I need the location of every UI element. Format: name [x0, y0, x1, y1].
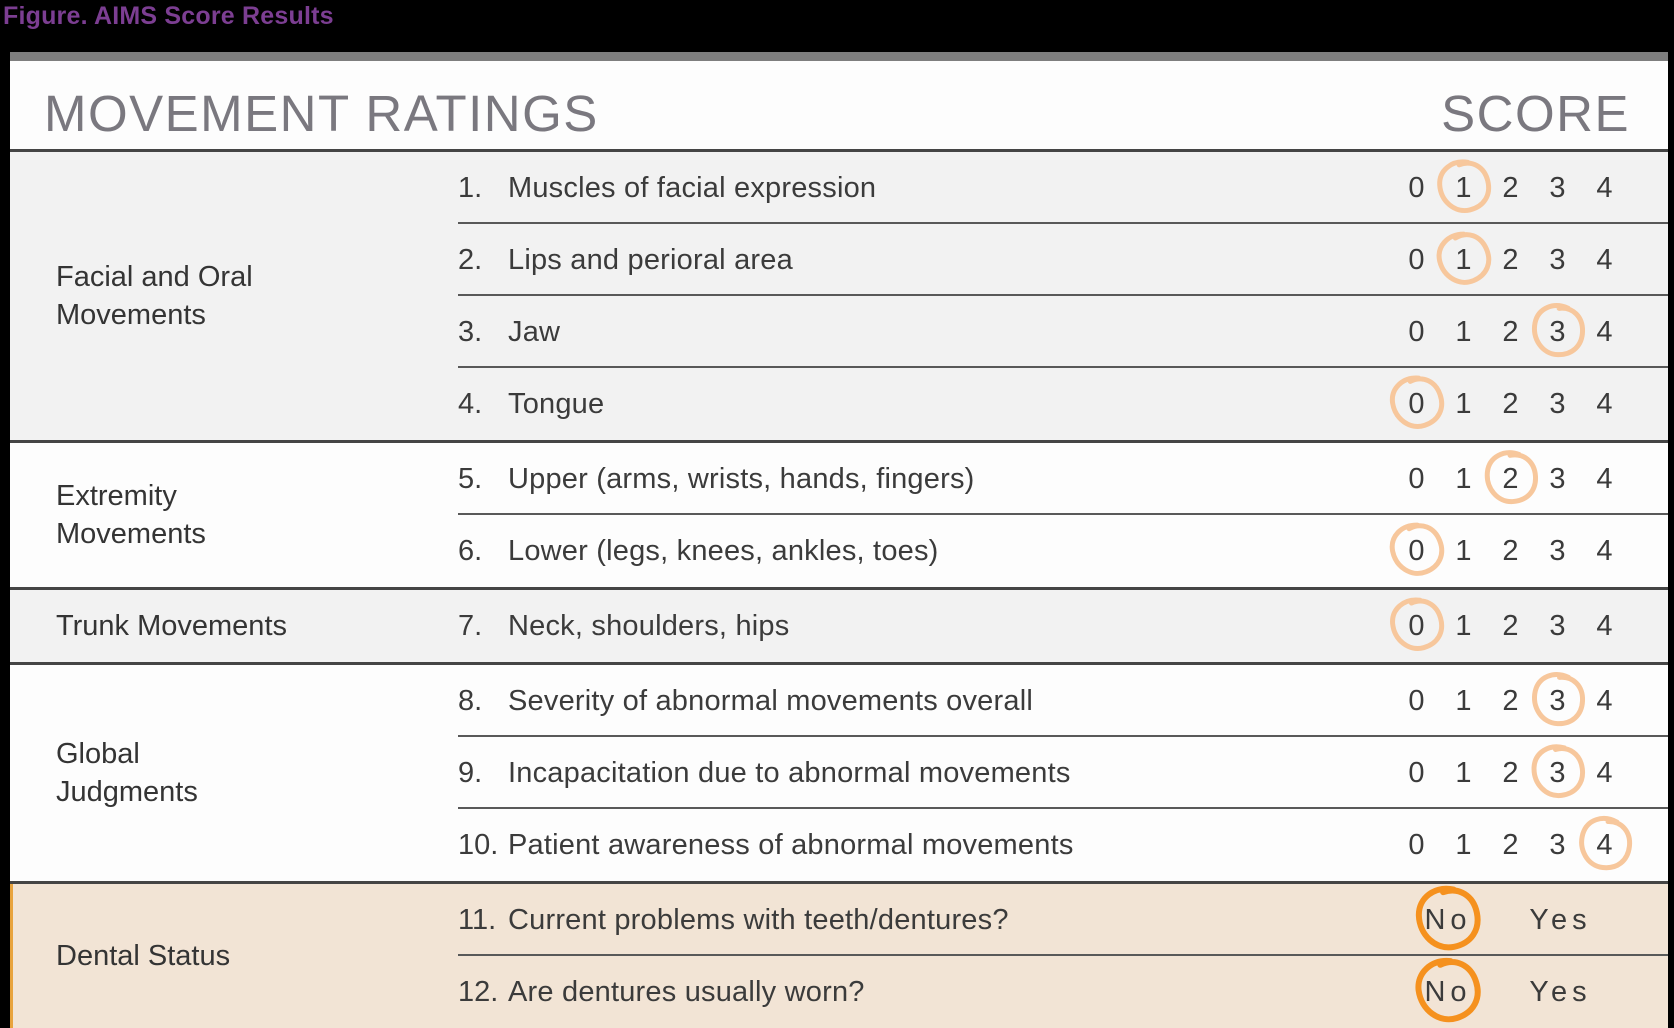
item-label: Tongue [508, 387, 605, 420]
group-label [10, 665, 458, 881]
score-option-label: 4 [1596, 828, 1613, 861]
item-label: Severity of abnormal movements overall [508, 684, 1033, 717]
score-option-1 [1440, 610, 1487, 643]
score-option-0 [1393, 463, 1440, 496]
score-option-4 [1581, 244, 1628, 277]
score-option-4 [1581, 829, 1628, 862]
group-label-line: Judgments [56, 776, 198, 808]
score-option-label: 4 [1596, 684, 1613, 717]
item-number: 11. [458, 903, 497, 936]
score-option-1 [1440, 244, 1487, 277]
score-option-label: 2 [1502, 315, 1519, 348]
score-option-0 [1393, 535, 1440, 568]
group-label-line: Dental Status [56, 940, 231, 972]
score-option-label: 2 [1502, 387, 1519, 420]
score-options [1393, 316, 1628, 349]
group-items [458, 884, 1668, 1028]
item-number: 12. [458, 975, 499, 1008]
option-no [1403, 904, 1493, 937]
score-option-label: 1 [1455, 756, 1472, 789]
score-option-label: 4 [1596, 462, 1613, 495]
score-option-label: 0 [1408, 462, 1425, 495]
score-option-1 [1440, 535, 1487, 568]
score-option-2 [1487, 244, 1534, 277]
column-header-score: SCORE [1441, 84, 1630, 142]
score-option-1 [1440, 757, 1487, 790]
score-option-label: 3 [1549, 387, 1566, 420]
score-option-label: 3 [1549, 171, 1566, 204]
score-option-1 [1440, 388, 1487, 421]
score-option-0 [1393, 316, 1440, 349]
score-option-label: 2 [1502, 756, 1519, 789]
score-option-label: 4 [1596, 243, 1613, 276]
group-label [10, 152, 458, 440]
table-row [458, 515, 1668, 587]
score-option-2 [1487, 757, 1534, 790]
score-option-2 [1487, 172, 1534, 205]
group-label [10, 590, 458, 662]
score-option-4 [1581, 685, 1628, 718]
score-option-2 [1487, 463, 1534, 496]
score-options [1393, 685, 1628, 718]
score-option-label: 0 [1408, 534, 1425, 567]
score-options [1393, 535, 1628, 568]
score-option-2 [1487, 388, 1534, 421]
score-option-1 [1440, 463, 1487, 496]
score-option-3 [1534, 757, 1581, 790]
score-option-label: 4 [1596, 756, 1613, 789]
score-option-3 [1534, 685, 1581, 718]
score-option-label: 1 [1455, 387, 1472, 420]
score-options [1393, 757, 1628, 790]
table-row [458, 956, 1668, 1028]
table-row [458, 296, 1668, 368]
group-global-judgments [10, 662, 1668, 881]
option-yes [1493, 904, 1628, 937]
score-option-3 [1534, 244, 1581, 277]
score-option-1 [1440, 316, 1487, 349]
score-option-label: 0 [1408, 243, 1425, 276]
score-option-0 [1393, 610, 1440, 643]
score-options [1393, 829, 1628, 862]
score-option-label: 1 [1455, 828, 1472, 861]
score-option-label: 1 [1455, 243, 1472, 276]
score-options [1393, 172, 1628, 205]
score-option-label: 3 [1549, 828, 1566, 861]
score-option-1 [1440, 172, 1487, 205]
table-header-row [10, 61, 1668, 149]
score-option-label: 0 [1408, 609, 1425, 642]
item-label: Jaw [508, 315, 561, 348]
score-option-4 [1581, 388, 1628, 421]
score-option-label: 1 [1455, 534, 1472, 567]
group-dental-status [10, 881, 1668, 1028]
score-option-label: 0 [1408, 828, 1425, 861]
table-row [458, 590, 1668, 662]
score-option-label: 4 [1596, 315, 1613, 348]
score-option-3 [1534, 172, 1581, 205]
option-yes [1493, 976, 1628, 1009]
item-number: 6. [458, 534, 483, 567]
score-option-0 [1393, 685, 1440, 718]
score-option-4 [1581, 316, 1628, 349]
group-label-line: Global [56, 738, 140, 770]
score-option-0 [1393, 829, 1440, 862]
item-label: Lips and perioral area [508, 243, 793, 276]
item-number: 3. [458, 315, 483, 348]
score-options [1393, 610, 1628, 643]
score-option-0 [1393, 388, 1440, 421]
score-option-0 [1393, 244, 1440, 277]
score-option-1 [1440, 829, 1487, 862]
table-row [458, 368, 1668, 440]
table-row [458, 809, 1668, 881]
option-yes-label: Yes [1529, 975, 1592, 1008]
score-option-label: 2 [1502, 684, 1519, 717]
item-label: Muscles of facial expression [508, 171, 877, 204]
item-label: Lower (legs, knees, ankles, toes) [508, 534, 939, 567]
score-option-label: 3 [1549, 243, 1566, 276]
item-number: 8. [458, 684, 483, 717]
group-items [458, 590, 1668, 662]
score-option-label: 1 [1455, 171, 1472, 204]
group-items [458, 665, 1668, 881]
table-row [458, 224, 1668, 296]
item-number: 2. [458, 243, 483, 276]
score-option-3 [1534, 535, 1581, 568]
score-option-label: 1 [1455, 462, 1472, 495]
score-option-1 [1440, 685, 1487, 718]
score-option-label: 0 [1408, 315, 1425, 348]
figure-title: Figure. AIMS Score Results [3, 2, 334, 30]
table-top-border [10, 52, 1668, 61]
score-option-label: 1 [1455, 609, 1472, 642]
score-options [1393, 388, 1628, 421]
score-option-label: 4 [1596, 171, 1613, 204]
score-options [1393, 463, 1628, 496]
table-row [458, 884, 1668, 956]
item-number: 7. [458, 609, 483, 642]
column-header-movement-ratings: MOVEMENT RATINGS [44, 84, 599, 142]
group-items [458, 152, 1668, 440]
item-label: Upper (arms, wrists, hands, fingers) [508, 462, 975, 495]
score-option-4 [1581, 463, 1628, 496]
score-option-3 [1534, 316, 1581, 349]
score-option-label: 2 [1502, 828, 1519, 861]
score-option-label: 3 [1549, 609, 1566, 642]
group-extremity-movements [10, 440, 1668, 587]
score-option-2 [1487, 316, 1534, 349]
score-option-label: 3 [1549, 684, 1566, 717]
item-label: Are dentures usually worn? [508, 975, 865, 1008]
group-label-line: Trunk Movements [56, 610, 287, 642]
table-row [458, 665, 1668, 737]
score-option-label: 1 [1455, 315, 1472, 348]
option-no-label: No [1424, 903, 1472, 936]
score-option-label: 4 [1596, 609, 1613, 642]
group-items [458, 443, 1668, 587]
score-option-2 [1487, 535, 1534, 568]
score-option-4 [1581, 757, 1628, 790]
group-label-line: Extremity [56, 480, 177, 512]
score-option-label: 0 [1408, 756, 1425, 789]
aims-table [10, 52, 1668, 1028]
score-option-label: 2 [1502, 462, 1519, 495]
option-no [1403, 976, 1493, 1009]
score-option-3 [1534, 388, 1581, 421]
score-option-label: 1 [1455, 684, 1472, 717]
score-option-label: 2 [1502, 171, 1519, 204]
score-option-3 [1534, 829, 1581, 862]
score-option-label: 3 [1549, 462, 1566, 495]
group-facial-and-oral-movements [10, 149, 1668, 440]
score-option-label: 3 [1549, 534, 1566, 567]
score-option-label: 4 [1596, 534, 1613, 567]
score-option-label: 3 [1549, 315, 1566, 348]
item-label: Current problems with teeth/dentures? [508, 903, 1009, 936]
item-label: Incapacitation due to abnormal movements [508, 756, 1071, 789]
score-options [1393, 244, 1628, 277]
score-option-4 [1581, 172, 1628, 205]
score-option-3 [1534, 610, 1581, 643]
table-row [458, 443, 1668, 515]
group-label-line: Facial and Oral [56, 261, 253, 293]
score-option-label: 0 [1408, 171, 1425, 204]
table-body [10, 149, 1668, 1028]
score-option-label: 2 [1502, 534, 1519, 567]
group-label [10, 884, 458, 1028]
item-number: 5. [458, 462, 483, 495]
table-row [458, 737, 1668, 809]
score-option-2 [1487, 610, 1534, 643]
score-option-2 [1487, 829, 1534, 862]
score-option-label: 2 [1502, 243, 1519, 276]
group-trunk-movements [10, 587, 1668, 662]
score-option-2 [1487, 685, 1534, 718]
score-option-4 [1581, 535, 1628, 568]
score-option-label: 3 [1549, 756, 1566, 789]
score-option-0 [1393, 172, 1440, 205]
score-option-3 [1534, 463, 1581, 496]
yes-no-options [1393, 976, 1628, 1009]
score-option-label: 0 [1408, 387, 1425, 420]
score-option-4 [1581, 610, 1628, 643]
item-number: 1. [458, 171, 483, 204]
score-option-0 [1393, 757, 1440, 790]
yes-no-options [1393, 904, 1628, 937]
table-row [458, 152, 1668, 224]
group-label-line: Movements [56, 299, 206, 331]
item-number: 4. [458, 387, 483, 420]
score-option-label: 4 [1596, 387, 1613, 420]
group-label-line: Movements [56, 518, 206, 550]
group-label [10, 443, 458, 587]
score-option-label: 0 [1408, 684, 1425, 717]
option-yes-label: Yes [1529, 903, 1592, 936]
score-option-label: 2 [1502, 609, 1519, 642]
item-label: Neck, shoulders, hips [508, 609, 790, 642]
item-label: Patient awareness of abnormal movements [508, 828, 1074, 861]
option-no-label: No [1424, 975, 1472, 1008]
item-number: 10. [458, 828, 499, 861]
item-number: 9. [458, 756, 483, 789]
